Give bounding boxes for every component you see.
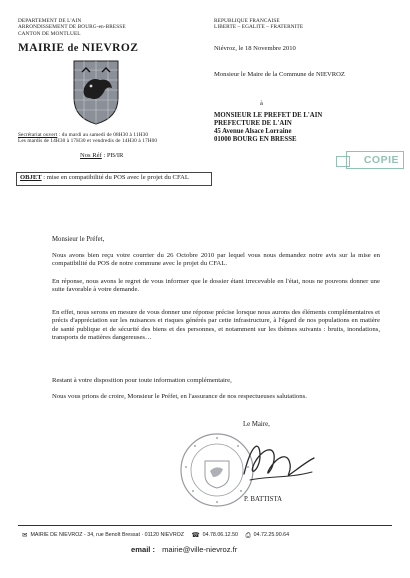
coat-of-arms-icon [70, 58, 122, 126]
motto-line: LIBERTE – EGALITE – FRATERNITE [214, 24, 304, 31]
sender-line: Monsieur le Maire de la Commune de NIEVROZ [214, 71, 345, 78]
opening-hours: Secrétariat ouvert : du mardi au samedi de 08H30 à 11H30 Les mardis de 14H30 à 17H30 et vendredis de 14H30 à 17H00 [18, 132, 158, 145]
phone-icon: ☎ [191, 532, 200, 539]
republic-line: REPUBLIQUE FRANCAISE [214, 18, 280, 24]
paragraph-5: Nous vous prions de croire, Monsieur le Préfet, en l'assurance de nos respectueuses salutations. [52, 393, 307, 400]
recipient-block: MONSIEUR LE PREFET DE L'AIN PREFECTURE DE L'AIN 45 Avenue Alsace Lorraine 01000 BOURG EN BRESSE [214, 112, 323, 144]
salutation: Monsieur le Préfet, [52, 236, 105, 243]
copie-stamp: COPIE [346, 151, 404, 169]
canton-line: CANTON DE MONTLUEL [18, 30, 81, 37]
mairie-title: MAIRIE de NIEVROZ [18, 42, 139, 54]
signatory-name: P. BATTISTA [244, 496, 282, 503]
letter-date: Niévroz, le 18 Novembre 2010 [214, 45, 296, 52]
arrondissement-line: ARRONDISSEMENT DE BOURG-en-BRESSE [18, 24, 126, 31]
reference: Nos Réf : PB/IR [80, 152, 124, 159]
republic-header [214, 18, 384, 31]
a-line: à [260, 100, 263, 107]
le-maire: Le Maire, [243, 421, 270, 428]
fax-icon: ⎙ [245, 532, 251, 539]
paragraph-1: Nous avons bien reçu votre courrier du 26 Octobre 2010 par lequel vous nous demandez notre avis sur la mise en compatibilité du POS de notre commune avec le projet du CFAL. [52, 252, 380, 268]
email-link[interactable]: mairie@ville-nievroz.fr [162, 545, 238, 554]
signature-icon [230, 434, 320, 489]
footer-divider [18, 525, 392, 526]
paragraph-2: En réponse, nous avons le regret de vous informer que le dossier étant irrecevable en l'état, nous ne pouvons donner une suite favorable à votre demande. [52, 278, 380, 294]
envelope-icon: ✉ [22, 532, 28, 539]
department-line: DEPARTEMENT DE L'AIN [18, 18, 82, 24]
paragraph-3: En effet, nous serons en mesure de vous donner une réponse précise lorsque nous aurons des éléments complémentaires et précis d'appréciation sur les nuisances et risques générés par cette infrastructure, à l'égard de nos populations en matière de santé publique et de sécurité des biens et des personnes, et notamment sur les thèmes suivants : bruits, inondations, transports de matières dangereuses… [52, 309, 380, 342]
footer-address: ✉ MAIRIE DE NIEVROZ - 34, rue Benoît Bressat · 01120 NIEVROZ ☎ 04.78.06.12.50 ⎙ 04.72.25.90.64 [22, 532, 290, 539]
paragraph-4: Restant à votre disposition pour toute information complémentaire, [52, 377, 232, 384]
objet-line: OBJET : mise en compatibilité du POS avec le projet du CFAL [20, 174, 189, 181]
footer-email: email : mairie@ville-nievroz.fr [131, 545, 238, 554]
administrative-header [18, 18, 168, 37]
